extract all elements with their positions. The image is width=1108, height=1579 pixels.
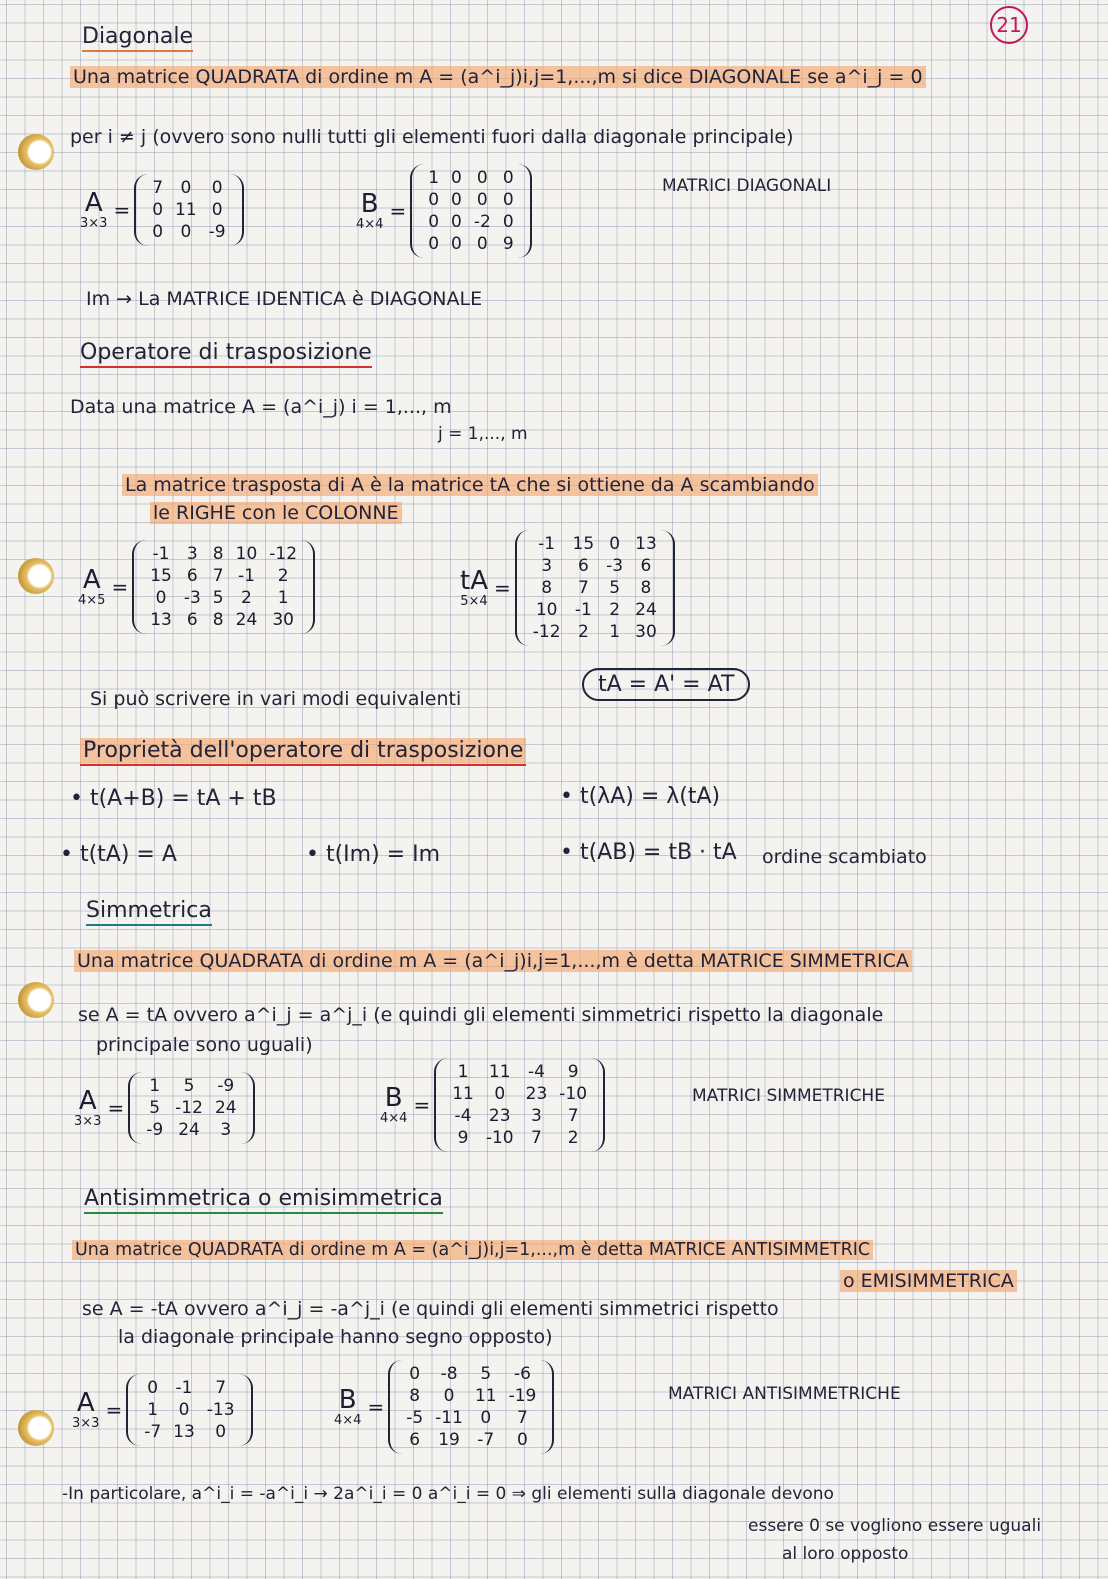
matrix-cell: 8: [212, 544, 224, 564]
matrix-cell: 6: [186, 610, 198, 630]
matrix-cell: 7: [215, 1378, 227, 1398]
matrix-name: tA: [460, 565, 488, 596]
matrix-row: [527, 599, 663, 621]
transpose-matrix-a: [78, 540, 315, 634]
matrix-cell: -8: [440, 1364, 458, 1384]
binder-hole: [18, 558, 54, 594]
matrix-label: [460, 565, 488, 609]
matrix-cell: -7: [144, 1422, 162, 1442]
matrix-dimension: 4×4: [380, 1110, 408, 1126]
matrix-name: A: [82, 564, 101, 595]
equals-sign: =: [389, 199, 407, 223]
matrix-row: [140, 1097, 242, 1119]
matrix-cell: -7: [477, 1430, 495, 1450]
matrix-cell: 8: [409, 1386, 421, 1406]
equals-sign: =: [113, 198, 131, 222]
matrix-cell: 2: [277, 566, 289, 586]
matrix-cell: 0: [476, 168, 488, 188]
matrix-row: [400, 1429, 542, 1451]
matrix-cell: 8: [541, 578, 553, 598]
antisymmetric-matrix-b: [334, 1360, 554, 1454]
matrix-name: A: [78, 1085, 97, 1116]
matrix-cell: 1: [147, 1400, 159, 1420]
matrix-name: A: [84, 187, 103, 218]
matrix-cell: 0: [155, 588, 167, 608]
matrix-row: [146, 177, 231, 199]
matrix-dimension: 3×3: [72, 1415, 100, 1431]
matrix-cell: -12: [175, 1098, 203, 1118]
matrix-dimension: 4×5: [78, 592, 106, 608]
matrix-row: [422, 167, 519, 189]
matrix-row: [527, 533, 663, 555]
matrix-cell: 0: [502, 212, 514, 232]
matrix-row: [138, 1399, 240, 1421]
matrix-cell: 1: [149, 1076, 161, 1096]
symmetric-definition-line1: Una matrice QUADRATA di ordine m A = (a^i_j)i,j=1,...,m è detta MATRICE SIMMETRICA: [74, 950, 912, 972]
matrix-cell: 2: [577, 622, 589, 642]
matrix-cell: 23: [525, 1084, 548, 1104]
property-sum: • t(A+B) = tA + tB: [70, 786, 277, 811]
property-scalar: • t(λA) = λ(tA): [560, 784, 721, 809]
matrix-cell: 0: [502, 190, 514, 210]
matrix-cell: 11: [452, 1084, 474, 1104]
matrix-cell: 8: [212, 610, 224, 630]
matrix-row: [400, 1385, 542, 1407]
matrix-cell: 7: [212, 566, 224, 586]
diagonal-zero-note-line2: essere 0 se vogliono essere uguali: [748, 1516, 1042, 1536]
matrix-brackets: [434, 1058, 605, 1152]
matrix-row: [446, 1127, 593, 1149]
matrix-cell: 19: [438, 1430, 460, 1450]
identity-note: Im → La MATRICE IDENTICA è DIAGONALE: [86, 288, 483, 310]
matrix-dimension: 3×3: [74, 1113, 102, 1129]
matrix-cell: 0: [502, 168, 514, 188]
matrix-cell: 0: [215, 1422, 227, 1442]
matrix-row: [527, 621, 663, 643]
matrix-cell: 10: [535, 600, 558, 620]
matrix-row: [527, 555, 663, 577]
matrix-row: [422, 211, 519, 233]
matrix-cell: 7: [567, 1106, 579, 1126]
matrix-cell: 0: [211, 178, 223, 198]
matrix-cell: 6: [577, 556, 589, 576]
matrix-cell: 2: [567, 1128, 579, 1148]
antisymmetric-heading: Antisimmetrica o emisimmetrica: [84, 1186, 443, 1214]
matrix-cell: 3: [531, 1106, 542, 1126]
matrix-cell: 1: [428, 168, 440, 188]
matrix-brackets: [126, 1374, 252, 1446]
page-number: 21: [990, 6, 1028, 44]
matrix-cell: 9: [457, 1128, 469, 1148]
symmetric-matrix-a: [74, 1072, 255, 1144]
symmetric-matrices-label: MATRICI SIMMETRICHE: [692, 1086, 885, 1106]
antisymmetric-definition-line3: la diagonale principale hanno segno opposto): [118, 1326, 553, 1348]
matrix-cell: 0: [147, 1378, 159, 1398]
matrix-row: [400, 1363, 542, 1385]
matrix-cell: 11: [474, 1386, 497, 1406]
symmetric-heading: Simmetrica: [86, 898, 212, 926]
property-double-transpose: • t(tA) = A: [60, 842, 177, 867]
matrix-cell: 13: [150, 610, 172, 630]
matrix-cell: 0: [180, 222, 192, 242]
matrix-cell: 7: [152, 178, 164, 198]
matrix-cell: -19: [508, 1386, 537, 1406]
matrix-dimension: 4×4: [334, 1412, 362, 1428]
equals-sign: =: [107, 1096, 125, 1120]
diagonal-definition-line2: per i ≠ j (ovvero sono nulli tutti gli elementi fuori dalla diagonale principale): [70, 126, 794, 148]
matrix-row: [138, 1421, 240, 1443]
matrix-cell: 0: [451, 212, 462, 232]
matrix-cell: 0: [152, 200, 164, 220]
matrix-cell: 5: [149, 1098, 161, 1118]
antisymmetric-matrices-label: MATRICI ANTISIMMETRICHE: [668, 1384, 901, 1404]
matrix-cell: 30: [635, 622, 657, 642]
matrix-cell: -9: [208, 222, 226, 242]
matrix-cell: 3: [541, 556, 553, 576]
matrix-cell: 0: [443, 1386, 455, 1406]
equals-sign: =: [111, 575, 129, 599]
matrix-cell: 11: [175, 200, 197, 220]
matrix-cell: -5: [406, 1408, 424, 1428]
matrix-cell: 6: [186, 566, 198, 586]
matrix-dimension: 5×4: [460, 593, 488, 609]
equals-sign: =: [493, 576, 511, 600]
property-product-note: ordine scambiato: [762, 846, 927, 868]
matrix-name: A: [76, 1387, 95, 1418]
matrix-brackets: [128, 1072, 254, 1144]
matrix-label: [80, 187, 108, 231]
property-identity: • t(Im) = Im: [306, 842, 441, 867]
matrix-cell: 0: [409, 1364, 421, 1384]
matrix-label: [78, 564, 106, 608]
matrix-row: [140, 1075, 242, 1097]
matrix-row: [422, 233, 519, 255]
symmetric-matrix-b: [380, 1058, 605, 1152]
matrix-cell: 24: [214, 1098, 237, 1118]
matrix-cell: 30: [272, 610, 294, 630]
matrix-row: [446, 1083, 593, 1105]
matrix-row: [146, 199, 231, 221]
matrix-cell: 13: [635, 534, 657, 554]
matrix-cell: 0: [517, 1430, 528, 1450]
matrix-cell: 8: [640, 578, 652, 598]
matrix-brackets: [388, 1360, 554, 1454]
properties-heading: Proprietà dell'operatore di trasposizione: [80, 738, 526, 766]
matrix-cell: 1: [609, 622, 621, 642]
matrix-cell: 5: [212, 588, 224, 608]
matrix-cell: 0: [428, 212, 440, 232]
matrix-cell: 5: [480, 1364, 492, 1384]
binder-hole: [18, 982, 54, 1018]
matrix-row: [144, 565, 303, 587]
matrix-dimension: 4×4: [356, 216, 384, 232]
transpose-notation-oval: tA = A' = AT: [582, 668, 750, 701]
matrix-cell: -1: [152, 544, 170, 564]
matrix-cell: 7: [517, 1408, 528, 1428]
matrix-cell: 0: [476, 234, 488, 254]
matrix-cell: 9: [502, 234, 514, 254]
matrix-row: [400, 1407, 542, 1429]
matrix-cell: 1: [277, 588, 289, 608]
transpose-definition-line2: le RIGHE con le COLONNE: [150, 502, 402, 524]
matrix-brackets: [134, 174, 243, 246]
matrix-cell: -13: [206, 1400, 235, 1420]
binder-hole: [18, 134, 54, 170]
matrix-brackets: [515, 530, 675, 646]
matrix-cell: 9: [567, 1062, 579, 1082]
matrix-cell: -3: [606, 556, 624, 576]
matrix-cell: -4: [454, 1106, 472, 1126]
matrix-cell: 0: [451, 190, 462, 210]
antisymmetric-definition-line1: Una matrice QUADRATA di ordine m A = (a^i_j)i,j=1,...,m è detta MATRICE ANTISIMMETRIC: [72, 1240, 873, 1260]
matrix-cell: 6: [409, 1430, 421, 1450]
diagonal-matrix-b: [356, 164, 532, 258]
matrix-cell: 7: [531, 1128, 542, 1148]
matrix-cell: 10: [235, 544, 258, 564]
matrix-cell: 0: [451, 168, 462, 188]
matrix-cell: 3: [186, 544, 198, 564]
matrix-cell: -4: [527, 1062, 545, 1082]
transpose-heading: Operatore di trasposizione: [80, 340, 372, 368]
matrix-label: [74, 1085, 102, 1129]
matrix-cell: 0: [451, 234, 462, 254]
matrix-cell: 6: [640, 556, 652, 576]
matrix-name: B: [384, 1082, 403, 1113]
symmetric-definition-line2: se A = tA ovvero a^i_j = a^j_i (e quindi gli elementi simmetrici rispetto la diagonale: [78, 1004, 884, 1026]
matrix-cell: -12: [269, 544, 298, 564]
matrix-cell: 0: [180, 178, 192, 198]
matrix-dimension: 3×3: [80, 215, 108, 231]
matrix-cell: -11: [435, 1408, 463, 1428]
symmetric-definition-line3: principale sono uguali): [96, 1034, 313, 1056]
matrix-cell: -2: [473, 212, 491, 232]
matrix-row: [146, 221, 231, 243]
antisymmetric-matrix-a: [72, 1374, 253, 1446]
matrix-row: [140, 1119, 242, 1141]
diagonal-zero-note-line1: -In particolare, a^i_i = -a^i_i → 2a^i_i = 0 a^i_i = 0 ⇒ gli elementi sulla diagonale devono: [62, 1484, 834, 1504]
diagonal-matrices-label: MATRICI DIAGONALI: [662, 176, 832, 196]
matrix-brackets: [410, 164, 531, 258]
matrix-cell: -9: [146, 1120, 164, 1140]
matrix-cell: 11: [488, 1062, 511, 1082]
matrix-cell: -1: [237, 566, 255, 586]
matrix-cell: 5: [609, 578, 621, 598]
diagonal-zero-note-line3: al loro opposto: [782, 1544, 909, 1564]
matrix-row: [446, 1105, 593, 1127]
matrix-cell: -6: [513, 1364, 531, 1384]
matrix-row: [144, 587, 303, 609]
matrix-cell: 23: [488, 1106, 511, 1126]
antisymmetric-definition-line2: se A = -tA ovvero a^i_j = -a^j_i (e quindi gli elementi simmetrici rispetto: [82, 1298, 779, 1320]
matrix-brackets: [132, 540, 315, 634]
diagonal-definition-line1: Una matrice QUADRATA di ordine m A = (a^i_j)i,j=1,...,m si dice DIAGONALE se a^i_j = 0: [70, 66, 926, 88]
antisymmetric-definition-line1b: o EMISIMMETRICA: [840, 1270, 1017, 1292]
matrix-cell: 0: [211, 200, 223, 220]
matrix-label: [72, 1387, 100, 1431]
diagonal-matrix-a: [80, 174, 244, 246]
matrix-row: [144, 543, 303, 565]
matrix-cell: 0: [428, 234, 440, 254]
diagonal-heading: Diagonale: [82, 24, 193, 52]
matrix-cell: 0: [480, 1408, 492, 1428]
matrix-cell: 15: [572, 534, 595, 554]
matrix-cell: 24: [235, 610, 258, 630]
matrix-cell: -12: [532, 622, 561, 642]
equals-sign: =: [367, 1395, 385, 1419]
matrix-cell: 7: [577, 578, 589, 598]
transpose-given: Data una matrice A = (a^i_j) i = 1,..., m: [70, 396, 452, 418]
matrix-cell: 24: [178, 1120, 200, 1140]
binder-hole: [18, 1410, 54, 1446]
transpose-definition-line1: La matrice trasposta di A è la matrice tA che si ottiene da A scambiando: [122, 474, 818, 496]
matrix-cell: 0: [476, 190, 488, 210]
matrix-cell: 1: [457, 1062, 469, 1082]
matrix-cell: 5: [183, 1076, 195, 1096]
matrix-cell: 0: [494, 1084, 506, 1104]
matrix-cell: 0: [178, 1400, 190, 1420]
matrix-cell: -3: [183, 588, 201, 608]
matrix-row: [422, 189, 519, 211]
matrix-label: [380, 1082, 408, 1126]
matrix-row: [138, 1377, 240, 1399]
equals-sign: =: [413, 1093, 431, 1117]
matrix-cell: 13: [173, 1422, 195, 1442]
transpose-given-j: j = 1,..., m: [438, 424, 528, 444]
matrix-label: [356, 188, 384, 232]
matrix-cell: -9: [217, 1076, 235, 1096]
property-product: • t(AB) = tB · tA: [560, 840, 737, 865]
matrix-cell: 2: [609, 600, 621, 620]
matrix-cell: 0: [152, 222, 164, 242]
matrix-name: B: [338, 1384, 357, 1415]
matrix-row: [144, 609, 303, 631]
matrix-cell: -1: [538, 534, 556, 554]
matrix-cell: -10: [485, 1128, 514, 1148]
matrix-label: [334, 1384, 362, 1428]
matrix-cell: 3: [220, 1120, 232, 1140]
matrix-cell: 0: [609, 534, 621, 554]
equivalent-notation-text: Si può scrivere in vari modi equivalenti: [90, 688, 462, 710]
matrix-cell: 24: [635, 600, 657, 620]
matrix-row: [446, 1061, 593, 1083]
matrix-name: B: [360, 188, 379, 219]
transpose-matrix-ta: [460, 530, 675, 646]
matrix-cell: 15: [150, 566, 172, 586]
matrix-cell: -1: [175, 1378, 193, 1398]
matrix-cell: -10: [559, 1084, 588, 1104]
equals-sign: =: [105, 1398, 123, 1422]
matrix-cell: -1: [574, 600, 592, 620]
matrix-cell: 2: [241, 588, 252, 608]
matrix-row: [527, 577, 663, 599]
matrix-cell: 0: [428, 190, 440, 210]
